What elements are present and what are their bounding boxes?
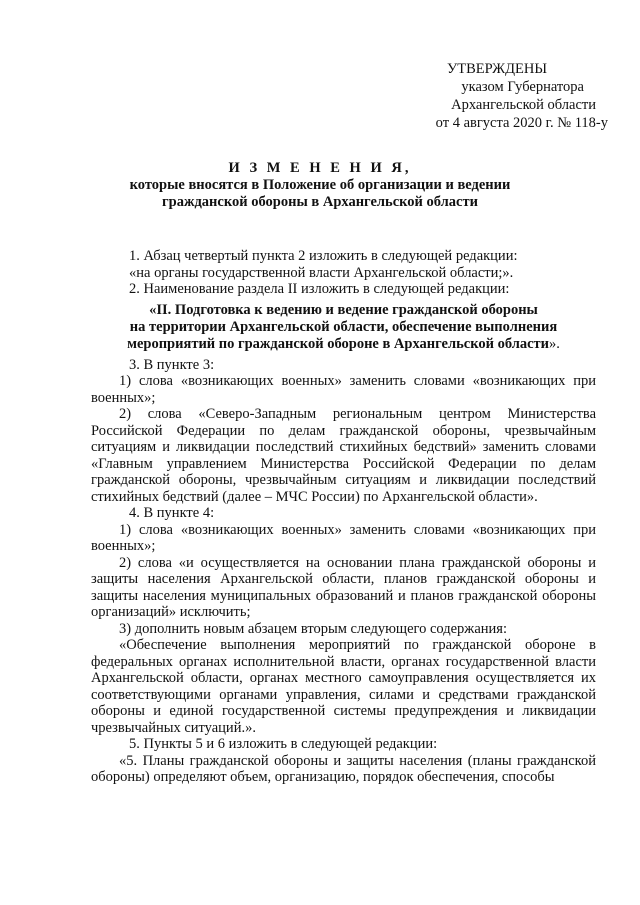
approval-line: указом Губернатора — [461, 79, 584, 95]
item-4-sub-3: 3) дополнить новым абзацем вторым следующего содержания: — [119, 620, 507, 637]
approval-line: Архангельской области — [451, 97, 596, 113]
section-heading — [91, 302, 596, 353]
item-4-sub-1: 1) слова «возникающих военных» заменить словами «возникающих при военных»; — [91, 521, 596, 554]
item-1-quote: «на органы государственной власти Архангельской области;». — [129, 264, 514, 281]
item-1: 1. Абзац четвертый пункта 2 изложить в следующей редакции: — [129, 248, 518, 264]
item-4-sub-2: 2) слова «и осуществляется на основании плана гражданской обороны и защиты населения Архангельской области, планов гражданской обороны и защиты населения муниципальных образований и планов гражданской обороны организаций» исключить; — [91, 554, 596, 620]
section-heading-line: «II. Подготовка к ведению и ведение гражданской обороны — [149, 301, 538, 318]
item-3: 3. В пункте 3: — [129, 356, 215, 373]
item-4: 4. В пункте 4: — [129, 505, 215, 521]
title-subline: которые вносятся в Положение об организации и ведении — [129, 177, 511, 193]
section-heading-line: на территории Архангельской области, обеспечение выполнения — [129, 318, 558, 335]
item-5: 5. Пункты 5 и 6 изложить в следующей редакции: — [129, 736, 438, 752]
section-heading-tail: ». — [549, 335, 560, 352]
approval-heading: УТВЕРЖДЕНЫ — [446, 61, 548, 77]
approval-date-line: от 4 августа 2020 г. № 118-у — [435, 115, 608, 131]
item-5-quote: «5. Планы гражданской обороны и защиты населения (планы гражданской обороны) определяют объем, организацию, порядок обеспечения, способы — [91, 752, 596, 785]
document-body — [91, 248, 596, 786]
document-title — [0, 160, 640, 211]
approval-stamp — [368, 60, 608, 132]
section-heading-line: мероприятий по гражданской обороне в Архангельской области — [127, 335, 550, 352]
title-heading: И З М Е Н Е Н И Я, — [228, 160, 412, 176]
item-4-sub-3-quote: «Обеспечение выполнения мероприятий по гражданской обороне в федеральных органах исполнительной власти, органах государственной власти Архангельской области, органах местного самоуправления осуществляется их соответствующими органами управления, силами и средствами гражданской обороны и единой государственной системы предупреждения и ликвидации чрезвычайных ситуаций.». — [91, 637, 596, 736]
item-3-sub-1: 1) слова «возникающих военных» заменить словами «возникающих при военных»; — [91, 373, 596, 406]
title-subline: гражданской обороны в Архангельской области — [162, 194, 478, 210]
item-2: 2. Наименование раздела II изложить в следующей редакции: — [129, 281, 510, 297]
item-3-sub-2: 2) слова «Северо-Западным региональным центром Министерства Российской Федерации по делам гражданской обороны, чрезвычайным ситуациям и ликвидации последствий стихийных бедствий» заменить словами «Главным управлением Министерства Российской Федерации по делам гражданской обороны, чрезвычайным ситуациям и ликвидации последствий стихийных бедствий (далее – МЧС России) по Архангельской области». — [91, 406, 596, 505]
